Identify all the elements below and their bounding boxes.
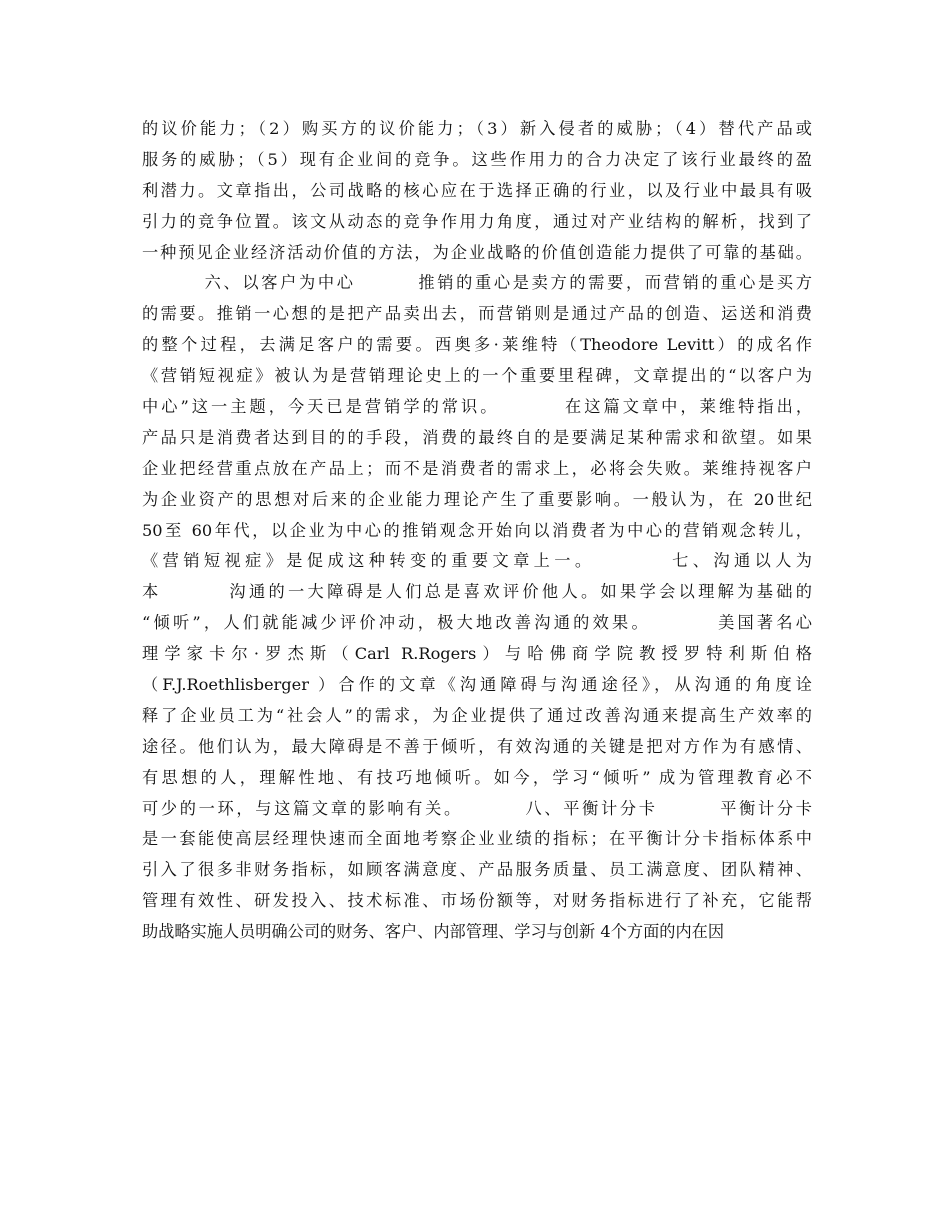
section-heading-line: 《营销短视症》是促成这种转变的重要文章上一。 七、沟通以人为 (142, 551, 812, 571)
text-line: 引力的竞争位置。该文从动态的竞争作用力角度，通过对产业结构的解析，找到了 (142, 211, 812, 231)
text-line: 是一套能使高层经理快速而全面地考察企业业绩的指标；在平衡计分卡指标体系中 (142, 829, 812, 849)
text-line: “倾听”，人们就能减少评价冲动，极大地改善沟通的效果。 美国著名心 (142, 613, 812, 633)
text-line: 企业把经营重点放在产品上；而不是消费者的需求上，必将会失败。莱维持视客户 (142, 458, 812, 478)
text-line: 管理有效性、研发投入、技术标准、市场份额等，对财务指标进行了补充，它能帮 (142, 891, 812, 911)
text-line: 服务的威胁；（5）现有企业间的竞争。这些作用力的合力决定了该行业最终的盈 (142, 149, 812, 169)
text-line: 产品只是消费者达到目的的手段，消费的最终自的是要满足某种需求和欲望。如果 (142, 427, 812, 447)
text-line: 中心”这一主题，今天已是营销学的常识。 在这篇文章中，莱维特指出， (142, 397, 812, 417)
text-line: 利潜力。文章指出，公司战略的核心应在于选择正确的行业，以及行业中最具有吸 (142, 180, 812, 200)
text-line: 引入了很多非财务指标，如顾客满意度、产品服务质量、员工满意度、团队精神、 (142, 860, 812, 880)
text-line: 途径。他们认为，最大障碍是不善于倾听，有效沟通的关键是把对方作为有感情、 (142, 736, 812, 756)
section-heading-line: 六、以客户为中心 推销的重心是卖方的需要，而营销的重心是买方 (142, 273, 812, 293)
text-line: 50至 60年代，以企业为中心的推销观念开始向以消费者为中心的营销观念转儿， (142, 520, 812, 540)
text-line: 释了企业员工为“社会人”的需求，为企业提供了通过改善沟通来提高生产效率的 (142, 705, 812, 725)
text-line: 的议价能力；（2）购买方的议价能力；（3）新入侵者的威胁；（4）替代产品或 (142, 119, 812, 138)
text-line: 的整个过程，去满足客户的需要。西奥多·莱维特（Theodore Levitt）的成名作 (142, 335, 812, 355)
body-text (142, 114, 812, 948)
text-line: （F.J.Roethlisberger ）合作的文章《沟通障碍与沟通途径》，从沟通的角度诠 (142, 675, 812, 695)
text-line: 的需要。推销一心想的是把产品卖出去，而营销则是通过产品的创造、运送和消费 (142, 304, 812, 324)
text-line: 理学家卡尔·罗杰斯（Carl R.Rogers）与哈佛商学院教授罗特利斯伯格 (142, 644, 812, 664)
text-line: 一种预见企业经济活动价值的方法，为企业战略的价值创造能力提供了可靠的基础。 (142, 242, 812, 262)
text-line: 为企业资产的思想对后来的企业能力理论产生了重要影响。一般认为，在 20世纪 (142, 489, 812, 509)
section-heading-line: 可少的一环，与这篇文章的影响有关。 八、平衡计分卡 平衡计分卡 (142, 798, 812, 818)
text-line: 《营销短视症》被认为是营销理论史上的一个重要里程碑，文章提出的“以客户为 (142, 366, 812, 386)
text-line: 助战略实施人员明确公司的财务、客户、内部管理、学习与创新 4个方面的内在因 (142, 922, 725, 942)
text-line: 有思想的人，理解性地、有技巧地倾听。如今，学习“倾听” 成为管理教育必不 (142, 767, 812, 787)
text-line: 本 沟通的一大障碍是人们总是喜欢评价他人。如果学会以理解为基础的 (142, 582, 812, 602)
